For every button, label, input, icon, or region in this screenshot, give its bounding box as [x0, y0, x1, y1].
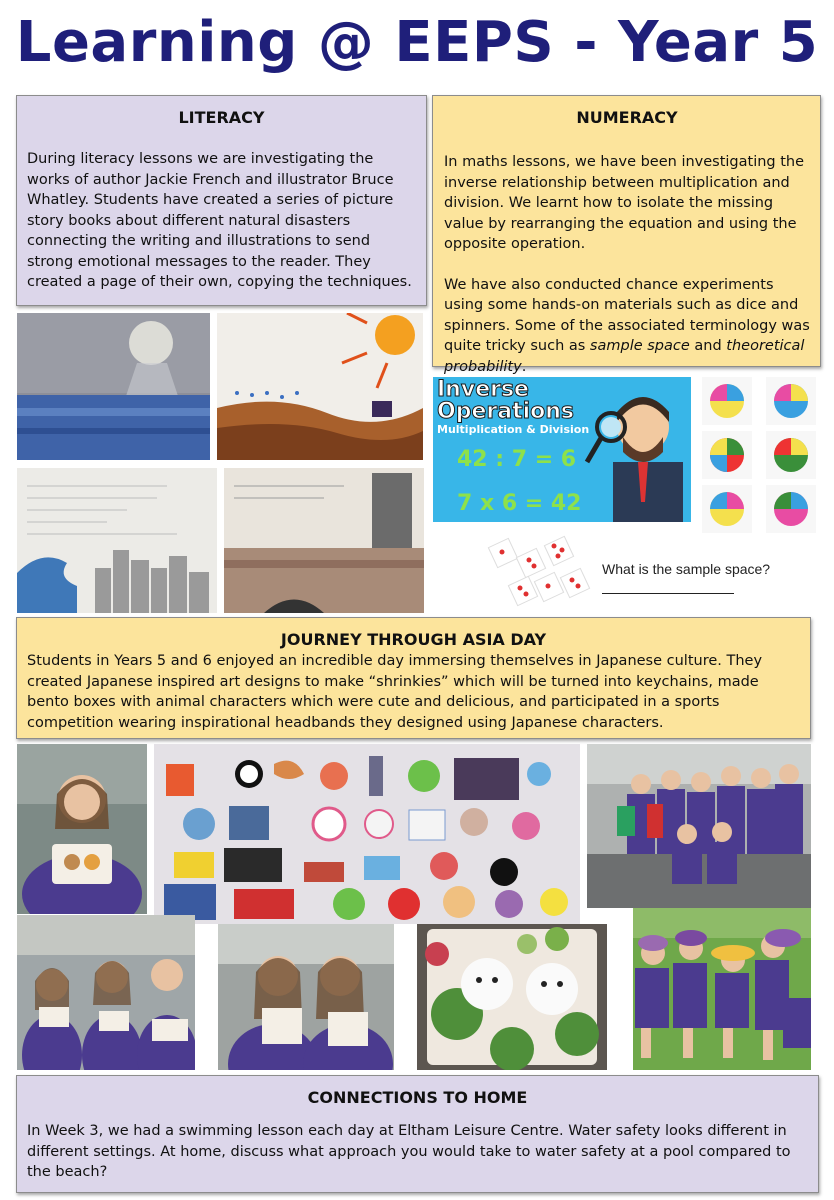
- art-photo-moon-sea: [17, 313, 210, 460]
- spinner-5: [702, 485, 752, 533]
- spinner-6: [766, 485, 816, 533]
- photo-two-girls-bento: [218, 924, 394, 1070]
- art-photo-creek: [224, 468, 424, 613]
- inverse-equation-1: 42 : 7 = 6: [457, 447, 577, 472]
- numeracy-box: [432, 95, 821, 375]
- inverse-line-3: Multiplication & Division: [437, 423, 590, 436]
- spinner-1: [702, 377, 752, 425]
- term-sample-space: sample space: [589, 338, 690, 354]
- connections-body: In Week 3, we had a swimming lesson each day at Eltham Leisure Centre. Water safety looks different in different settings. At home, discuss what approach you would take to water safety at a pool compared to the beach?: [27, 1123, 791, 1180]
- art-photo-tsunami: [17, 468, 217, 613]
- asia-day-body: Students in Years 5 and 6 enjoyed an incredible day immersing themselves in Japanese culture. They created Japanese inspired art designs to make “shrinkies” which will be turned into keychains, made bento boxes with animal characters which were cute and delicious, and participated in a sports competition wearing inspirational headbands they designed using Japanese characters.: [27, 653, 763, 731]
- spinner-3: [702, 431, 752, 479]
- photo-girls-bento: [17, 915, 195, 1070]
- photo-headbands-group: [587, 744, 811, 908]
- spinner-2: [766, 377, 816, 425]
- connections-to-home-box: [16, 1075, 819, 1193]
- sample-space-question: What is the sample space?: [602, 561, 771, 577]
- inverse-equation-2: 7 x 6 = 42: [457, 491, 582, 516]
- inverse-operations-graphic: [433, 377, 691, 522]
- photo-girl-bento: [17, 744, 147, 914]
- connections-heading: CONNECTIONS TO HOME: [307, 1088, 528, 1107]
- literacy-box: [16, 95, 427, 306]
- literacy-body: During literacy lessons we are investigating the works of author Jackie French and illustrator Bruce Whatley. Students have created a series of picture story books about different natural disasters connecting the writing and illustrations to send strong emotional messages to the reader. They created a page of their own, copying the techniques.: [27, 151, 412, 290]
- art-photo-bushfire: [217, 313, 423, 460]
- spinners-grid: [702, 377, 818, 535]
- photo-shrinkies-art: [154, 744, 580, 924]
- answer-line: [602, 593, 734, 594]
- inverse-line-2: Operations: [437, 399, 574, 424]
- asia-day-box: [16, 617, 811, 739]
- numeracy-para-1: In maths lessons, we have been investigating the inverse relationship between multiplication and division. We learnt how to isolate the missing value by rearranging the equation and using the opposite operation.: [444, 154, 805, 252]
- dice-net-graphic: [482, 532, 597, 612]
- term-theoretical-probability: theoretical probability: [444, 338, 805, 375]
- teacher-illustration: [583, 382, 691, 522]
- asia-day-heading: JOURNEY THROUGH ASIA DAY: [280, 630, 547, 649]
- numeracy-heading: NUMERACY: [576, 108, 678, 127]
- literacy-heading: LITERACY: [178, 108, 265, 127]
- inverse-line-1: Inverse: [437, 377, 529, 402]
- photo-bento-box: [417, 924, 607, 1070]
- numeracy-para-2: We have also conducted chance experiments using some hands-on materials such as dice and spinners. Some of the associated terminology was quite tricky such as sample space and theoretical probability.: [444, 276, 810, 375]
- photo-hats-group: [633, 908, 811, 1070]
- spinner-4: [766, 431, 816, 479]
- page-title: Learning @ EEPS - Year 5: [15, 10, 819, 75]
